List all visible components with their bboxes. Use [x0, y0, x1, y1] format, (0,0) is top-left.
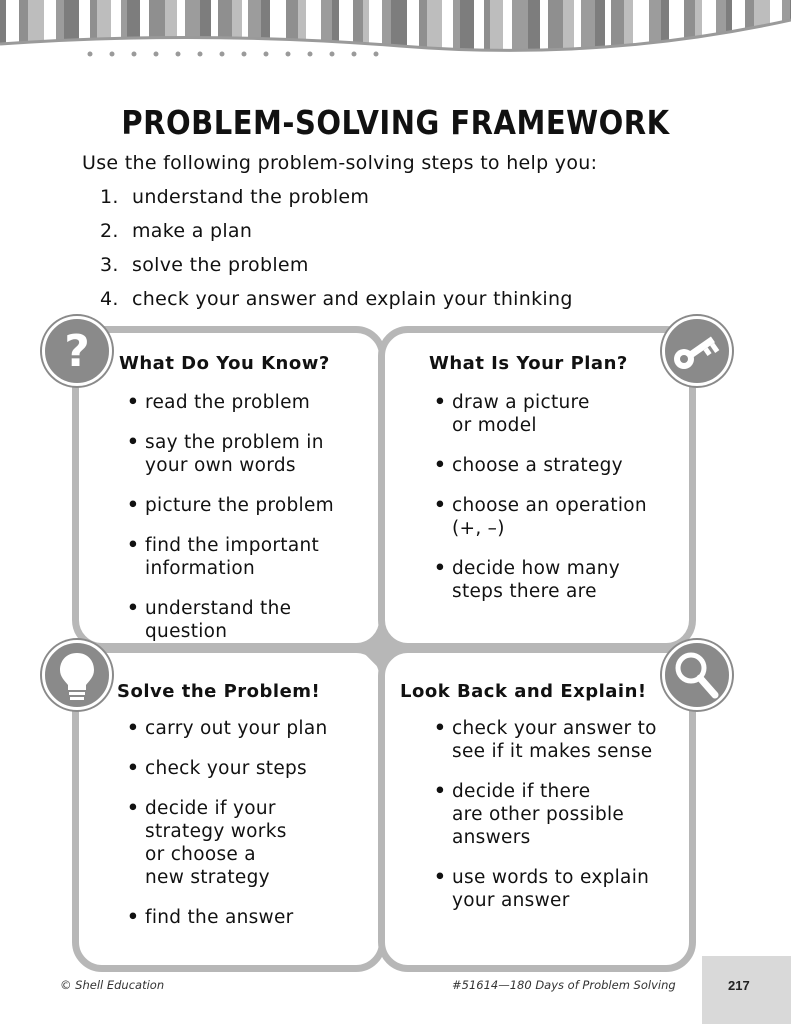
light-bulb-icon — [42, 640, 112, 710]
panel-what-do-you-know — [72, 326, 386, 650]
list-item: • draw a picture or model — [432, 391, 696, 437]
step-item: 2. make a plan — [100, 220, 253, 242]
top-banner-decoration — [0, 0, 791, 66]
list-item: • read the problem — [125, 391, 387, 414]
panel-what-is-your-plan — [378, 326, 696, 650]
footer-publisher: © Shell Education — [60, 978, 165, 992]
panel-solve-the-problem — [72, 646, 386, 972]
list-item: • carry out your plan — [125, 717, 387, 740]
list-item: • use words to explain your answer — [432, 866, 698, 912]
panel-list — [125, 391, 387, 660]
panel-look-back-and-explain — [378, 646, 696, 972]
footer-book-title: #51614—180 Days of Problem Solving — [452, 978, 676, 992]
page-title: PROBLEM-SOLVING FRAMEWORK — [121, 103, 670, 143]
list-item: • check your steps — [125, 757, 387, 780]
panel-list — [125, 717, 387, 946]
step-item: 1. understand the problem — [100, 186, 370, 208]
steps-list — [100, 184, 573, 320]
svg-text:?: ? — [64, 326, 90, 377]
list-item: • choose a strategy — [432, 454, 696, 477]
list-item: • decide if there are other possible answers — [432, 780, 698, 849]
step-item: 3. solve the problem — [100, 254, 309, 276]
intro-text: Use the following problem-solving steps to help you: — [82, 152, 598, 174]
panel-list — [432, 391, 696, 620]
list-item: • understand the question — [125, 597, 387, 643]
list-item: • picture the problem — [125, 494, 387, 517]
list-item: • choose an operation (+, –) — [432, 494, 696, 540]
magnifying-glass-icon — [662, 640, 732, 710]
panel-heading: Look Back and Explain! — [400, 681, 647, 702]
list-item: • check your answer to see if it makes sense — [432, 717, 698, 763]
panel-heading: Solve the Problem! — [117, 681, 321, 702]
panel-heading: What Do You Know? — [119, 353, 330, 374]
key-icon — [662, 316, 732, 386]
question-mark-icon — [42, 316, 112, 386]
step-item: 4. check your answer and explain your thinking — [100, 288, 573, 310]
list-item: • say the problem in your own words — [125, 431, 387, 477]
page-number: 217 — [702, 956, 791, 1024]
panel-heading: What Is Your Plan? — [429, 353, 628, 374]
list-item: • decide how many steps there are — [432, 557, 696, 603]
list-item: • find the answer — [125, 906, 387, 929]
list-item: • decide if your strategy works or choose a new strategy — [125, 797, 387, 889]
list-item: • find the important information — [125, 534, 387, 580]
panel-list — [432, 717, 698, 929]
